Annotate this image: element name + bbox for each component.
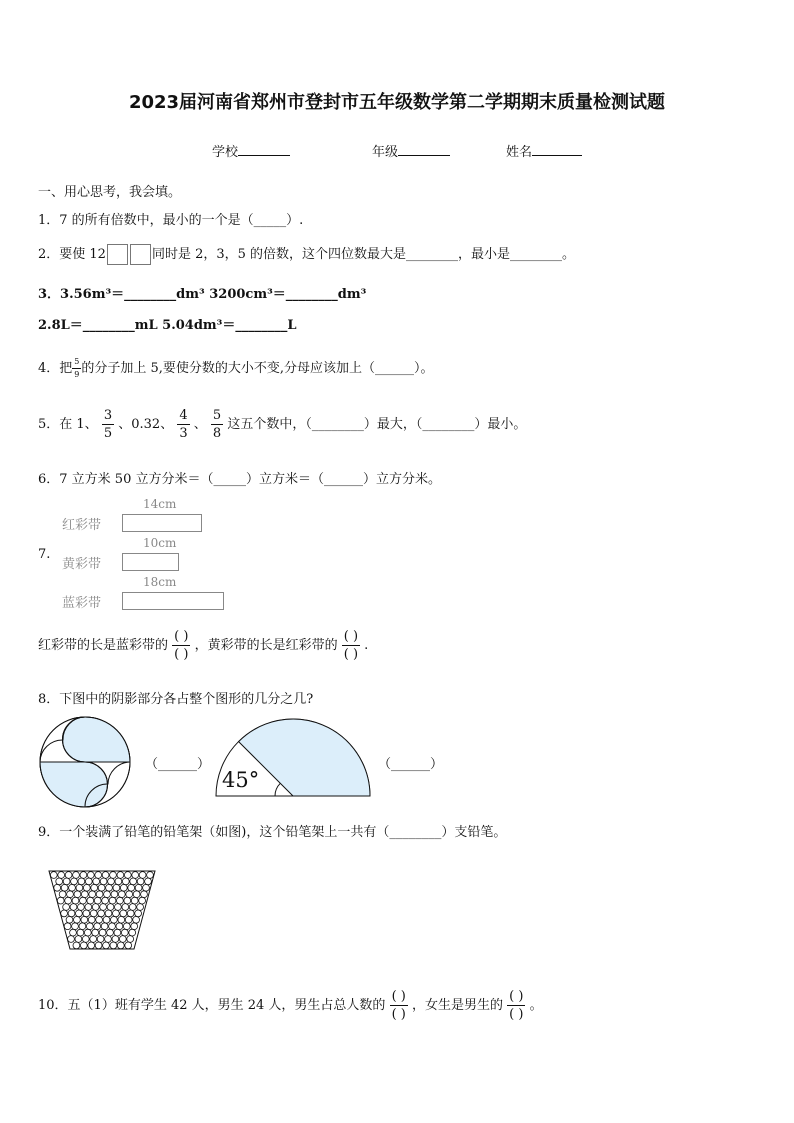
grade-label: 年级 <box>372 145 399 160</box>
section-heading: 一、用心思考，我会填。 <box>38 185 182 200</box>
q8-blank-1[interactable]: （______） <box>145 757 211 772</box>
q4-fraction: $\frac{5}{9}$ <box>74 357 80 379</box>
q2-prefix: 2．要使 12 <box>38 247 106 262</box>
question-7-number: 7. <box>38 547 51 562</box>
yellow-ribbon-bar <box>122 553 179 571</box>
blue-ribbon-label: 蓝彩带 <box>62 596 102 611</box>
question-7-text <box>38 630 368 661</box>
yellow-ribbon-label: 黄彩带 <box>62 557 102 572</box>
digit-box-1[interactable] <box>107 244 128 265</box>
blue-ribbon-length: 18cm <box>143 575 177 589</box>
blue-ribbon-bar <box>122 592 224 610</box>
question-3-line-2: 2.8L＝________mL 5.04dm³＝________L <box>38 318 297 333</box>
question-8: 8．下图中的阴影部分各占整个图形的几分之几? <box>38 692 314 707</box>
red-ribbon-label: 红彩带 <box>62 518 102 533</box>
digit-box-2[interactable] <box>130 244 151 265</box>
q5-mid-1: 、0.32、 <box>118 417 174 432</box>
angle-label: 45° <box>222 768 260 792</box>
name-field <box>506 141 582 160</box>
q7-text-1: 红彩带的长是蓝彩带的 <box>38 638 169 653</box>
question-2 <box>38 243 575 265</box>
pencil-holder-figure <box>46 868 158 952</box>
q5-prefix: 5．在 1、 <box>38 417 98 432</box>
yellow-ribbon-length: 10cm <box>143 536 177 550</box>
grade-field <box>372 141 450 160</box>
q10-fraction-blank-1[interactable]: $\frac{( )}{( )}$ <box>391 989 406 1022</box>
q5-mid-2: 、 <box>193 417 207 432</box>
q5-fraction-1: $\frac{3}{5}$ <box>103 408 113 441</box>
q5-suffix: 这五个数中，（________）最大，（________）最小。 <box>227 417 527 432</box>
q5-fraction-2: $\frac{4}{3}$ <box>179 408 188 441</box>
q7-text-2: ，黄彩带的长是红彩带的 <box>194 638 338 653</box>
name-label: 姓名 <box>506 145 533 160</box>
question-5 <box>38 409 526 440</box>
q7-fraction-blank-1[interactable]: $\frac{( )}{( )}$ <box>174 629 189 662</box>
question-10 <box>38 990 543 1021</box>
q8-blank-2[interactable]: （______） <box>378 757 444 772</box>
page-title: 2023届河南省郑州市登封市五年级数学第二学期期末质量检测试题 <box>128 92 666 113</box>
q10-fraction-blank-2[interactable]: $\frac{( )}{( )}$ <box>509 989 524 1022</box>
question-9: 9．一个装满了铅笔的铅笔架（如图)，这个铅笔架上一共有（________）支铅笔。 <box>38 825 507 840</box>
circle-figure <box>38 716 138 808</box>
question-3-line-1: 3．3.56m³＝________dm³ 3200cm³＝________dm³ <box>38 287 367 302</box>
q2-suffix: 同时是 2，3，5 的倍数，这个四位数最大是________，最小是________。 <box>151 247 576 262</box>
q7-end: . <box>364 638 369 653</box>
question-6: 6．7 立方米 50 立方分米＝（_____）立方米＝（______）立方分米。 <box>38 472 441 487</box>
red-ribbon-bar <box>122 514 202 532</box>
q10-end: 。 <box>529 998 543 1013</box>
red-ribbon-length: 14cm <box>143 497 177 511</box>
school-field <box>212 141 290 160</box>
q4-suffix: 的分子加上 5,要使分数的大小不变,分母应该加上（______）。 <box>81 361 434 376</box>
q10-text-1: 10．五（1）班有学生 42 人，男生 24 人，男生占总人数的 <box>38 998 386 1013</box>
q4-prefix: 4．把 <box>38 361 73 376</box>
q5-fraction-3: $\frac{5}{8}$ <box>212 408 222 441</box>
question-4 <box>38 357 434 379</box>
school-blank[interactable] <box>238 143 290 156</box>
name-blank[interactable] <box>532 143 582 156</box>
q7-fraction-blank-2[interactable]: $\frac{( )}{( )}$ <box>343 629 359 662</box>
school-label: 学校 <box>212 145 239 160</box>
q10-text-2: ，女生是男生的 <box>412 998 504 1013</box>
grade-blank[interactable] <box>398 143 450 156</box>
question-1: 1．7 的所有倍数中，最小的一个是（_____）. <box>38 213 304 228</box>
